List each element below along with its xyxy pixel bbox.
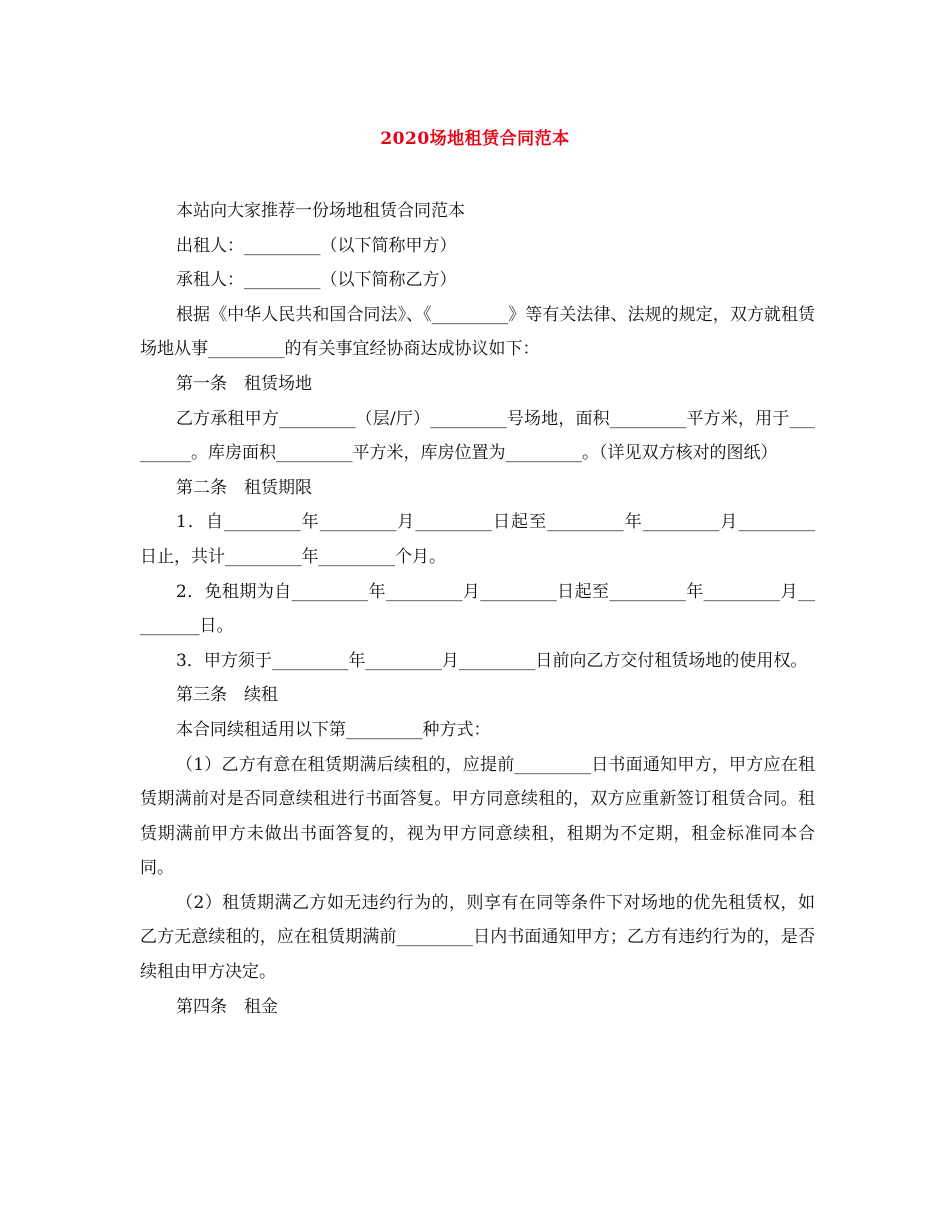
intro-paragraph: 本站向大家推荐一份场地租赁合同范本 [176,201,465,221]
preamble-paragraph: 根据《中华人民共和国合同法》、《_________》等有关法律、法规的规定，双方就租赁场地从事_________的有关事宜经协商达成协议如下： [140,304,815,360]
article-3-option-1: （1）乙方有意在租赁期满后续租的，应提前_________日书面通知甲方，甲方应在租赁期满前对是否同意续租进行书面答复。甲方同意续租的，双方应重新签订租赁合同。租赁期满前甲方未做出书面答复的，视为甲方同意续租，租期为不定期，租金标准同本合同。 [140,754,815,879]
article-1-paragraph: 乙方承租甲方_________（层/厅）_________号场地，面积_________平方米，用于_________。库房面积_________平方米，库房位置为_________。（详见双方核对的图纸） [140,408,815,464]
article-3-intro: 本合同续租适用以下第_________种方式： [176,719,491,740]
document-title: 2020场地租赁合同范本 [380,129,570,149]
document-body [140,194,815,1024]
article-2-item-1: 1．自_________年_________月_________日起至_________年_________月_________日止，共计_________年_________个月。 [140,512,815,567]
article-2-item-3: 3．甲方须于_________年_________月_________日前向乙方交付租赁场地的使用权。 [176,650,808,671]
lessor-line: 出租人：_________（以下简称甲方） [176,235,457,256]
article-4-heading: 第四条 租金 [176,996,278,1017]
article-1-heading: 第一条 租赁场地 [176,373,312,394]
article-3-heading: 第三条 续租 [176,685,278,706]
lessee-line: 承租人：_________（以下简称乙方） [176,270,457,291]
article-2-item-2: 2．免租期为自_________年_________月_________日起至_________年_________月_________日。 [140,581,815,637]
article-2-heading: 第二条 租赁期限 [176,477,312,498]
article-3-option-2: （2）租赁期满乙方如无违约行为的，则享有在同等条件下对场地的优先租赁权，如乙方无意续租的，应在租赁期满前_________日内书面通知甲方；乙方有违约行为的，是否续租由甲方决定。 [140,892,815,983]
